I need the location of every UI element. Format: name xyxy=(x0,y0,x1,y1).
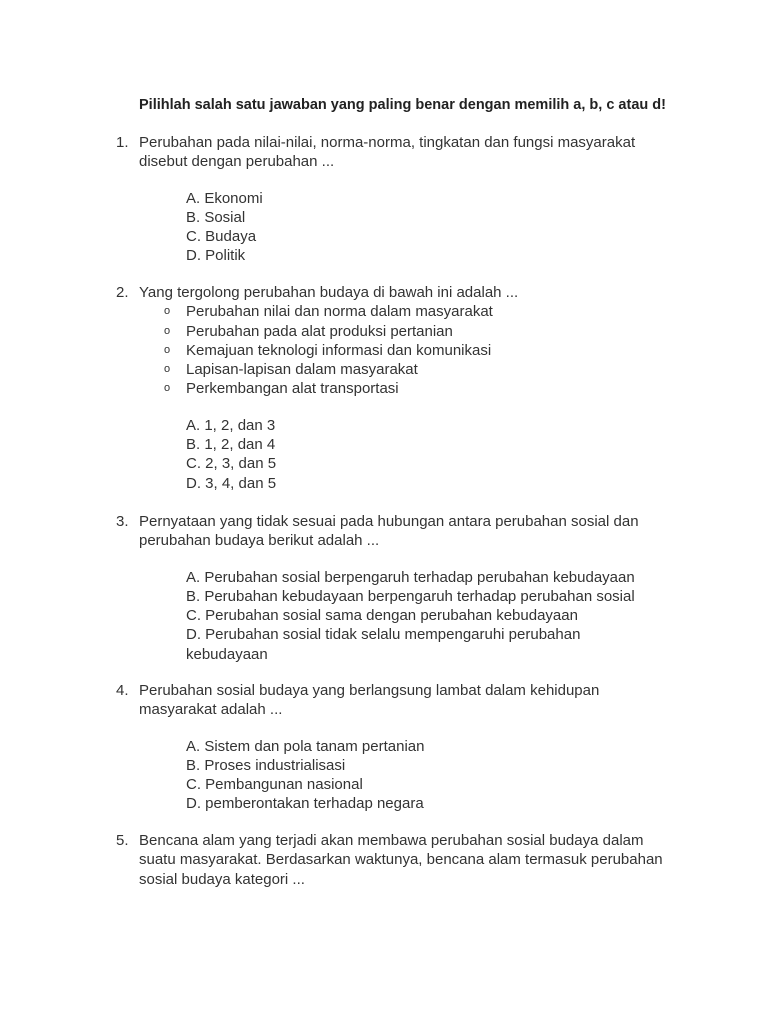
list-item xyxy=(163,341,676,360)
option-b: B. Perubahan kebudayaan berpengaruh terhadap perubahan sosial xyxy=(186,587,635,605)
question-5 xyxy=(116,831,676,889)
question-1 xyxy=(116,133,676,266)
option-a: A. Perubahan sosial berpengaruh terhadap perubahan kebudayaan xyxy=(186,568,635,586)
answer-options xyxy=(186,189,666,266)
option-c: C. Budaya xyxy=(186,228,257,246)
answer-options xyxy=(186,416,666,493)
question-text: Bencana alam yang terjadi akan membawa perubahan sosial budaya dalam suatu masyarakat. Berdasarkan waktunya, bencana alam termasuk perubahan sosial budaya kategori ... xyxy=(139,832,663,888)
instruction-text: Pilihlah salah satu jawaban yang paling benar dengan memilih a, b, c atau d! xyxy=(139,97,666,113)
option-b: B. Proses industrialisasi xyxy=(186,756,346,774)
option-a: A. Ekonomi xyxy=(186,189,263,207)
answer-options xyxy=(186,568,666,664)
option-d: D. Perubahan sosial tidak selalu mempengaruhi perubahan kebudayaan xyxy=(186,626,581,663)
bullet-circle-icon: o xyxy=(164,305,171,318)
option-b: B. 1, 2, dan 4 xyxy=(186,436,276,454)
bullet-circle-icon: o xyxy=(164,382,171,395)
question-number: 4. xyxy=(116,682,129,699)
question-text: Yang tergolong perubahan budaya di bawah ini adalah ... xyxy=(139,284,519,301)
list-item-text: Kemajuan teknologi informasi dan komunikasi xyxy=(186,341,492,359)
question-3 xyxy=(116,512,676,664)
list-item-text: Perubahan pada alat produksi pertanian xyxy=(186,322,453,340)
question-text: Pernyataan yang tidak sesuai pada hubungan antara perubahan sosial dan perubahan budaya berikut adalah ... xyxy=(139,513,639,550)
option-a: A. Sistem dan pola tanam pertanian xyxy=(186,737,425,755)
option-a: A. 1, 2, dan 3 xyxy=(186,416,276,434)
question-number: 5. xyxy=(116,832,129,849)
option-d: D. Politik xyxy=(186,247,246,265)
option-d: D. 3, 4, dan 5 xyxy=(186,474,277,492)
question-number: 3. xyxy=(116,513,129,530)
list-item xyxy=(163,360,676,379)
question-number: 1. xyxy=(116,134,129,151)
list-item xyxy=(163,302,676,321)
answer-options xyxy=(186,737,666,814)
option-c: C. Perubahan sosial sama dengan perubahan kebudayaan xyxy=(186,607,578,625)
question-4 xyxy=(116,681,676,814)
list-item-text: Perubahan nilai dan norma dalam masyarakat xyxy=(186,303,493,321)
list-item-text: Perkembangan alat transportasi xyxy=(186,380,399,398)
statement-list xyxy=(163,302,676,398)
question-text: Perubahan pada nilai-nilai, norma-norma, tingkatan dan fungsi masyarakat disebut dengan perubahan ... xyxy=(139,134,636,171)
option-d: D. pemberontakan terhadap negara xyxy=(186,795,424,813)
option-b: B. Sosial xyxy=(186,208,246,226)
bullet-circle-icon: o xyxy=(164,363,171,376)
option-c: C. Pembangunan nasional xyxy=(186,776,363,794)
list-item xyxy=(163,322,676,341)
question-number: 2. xyxy=(116,284,129,301)
question-2 xyxy=(116,283,676,493)
bullet-circle-icon: o xyxy=(164,343,171,356)
list-item xyxy=(163,379,676,398)
question-text: Perubahan sosial budaya yang berlangsung lambat dalam kehidupan masyarakat adalah ... xyxy=(139,682,600,719)
option-c: C. 2, 3, dan 5 xyxy=(186,455,277,473)
bullet-circle-icon: o xyxy=(164,324,171,337)
list-item-text: Lapisan-lapisan dalam masyarakat xyxy=(186,361,418,379)
